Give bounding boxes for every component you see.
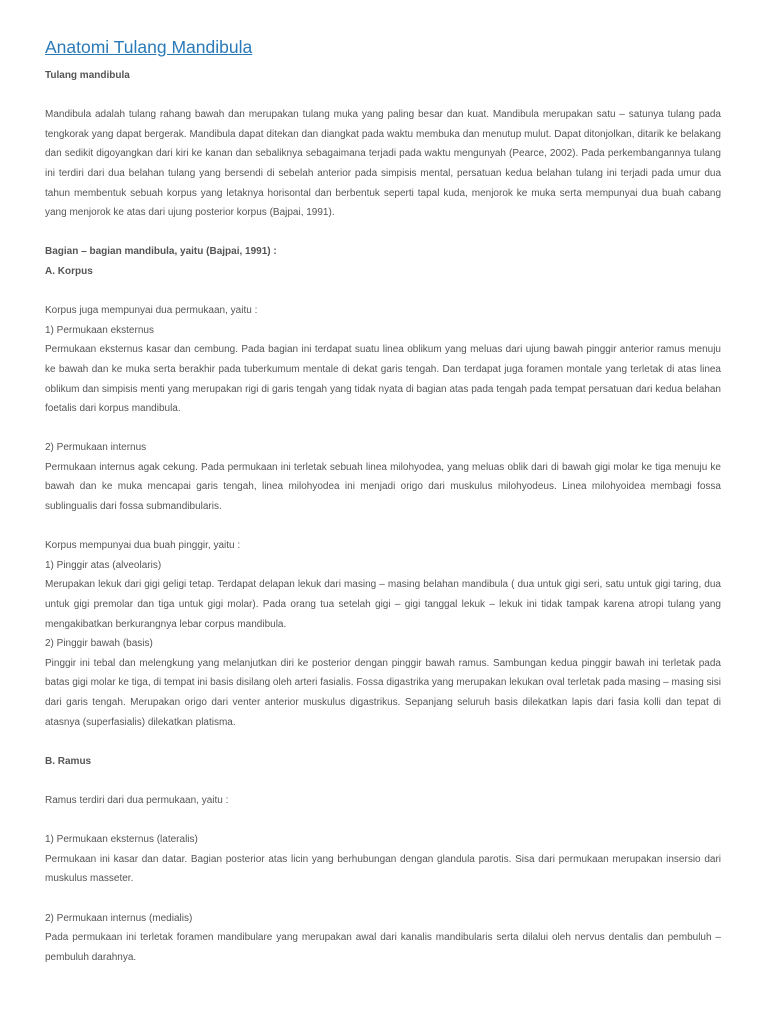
ramus-heading: B. Ramus [45,755,92,767]
spacer [45,811,721,831]
ramus-external-surface-label: 1) Permukaan eksternus (lateralis) [45,834,198,846]
korpus-surfaces-intro: Korpus juga mempunyai dua permukaan, yaitu : [45,305,258,317]
spacer [45,889,721,909]
spacer [45,517,721,537]
korpus-internal-surface-label: 2) Permukaan internus [45,442,147,454]
spacer [45,223,721,243]
ramus-internal-surface-text: Pada permukaan ini terletak foramen mandibulare yang merupakan awal dari kanalis mandibularis serta dilalui oleh nervus dentalis dan pembuluh – pembuluh darahnya. [45,932,721,963]
spacer [45,86,721,106]
korpus-upper-border-text: Merupakan lekuk dari gigi geligi tetap. Terdapat delapan lekuk dari masing – masing belahan mandibula ( dua untuk gigi seri, satu untuk gigi taring, dua untuk gigi premolar dan tiga untuk gigi molar). Pada orang tua setelah gigi – gigi tanggal lekuk – lekuk ini tidak tampak karena atropi tulang yang mengakibatkan berkurangnya lebar corpus mandibula. [45,579,721,630]
ramus-surfaces-intro: Ramus terdiri dari dua permukaan, yaitu : [45,794,229,806]
korpus-internal-surface-text: Permukaan internus agak cekung. Pada permukaan ini terletak sebuah linea milohyodea, yang meluas oblik dari di bawah gigi molar ke tiga menuju ke bawah dan ke muka mencapai garis tengah, linea milohyodea ini menjadi origo dari muskulus milohyodeus. Linea milohyoidea membagi fossa sublingualis dari fossa submandibularis. [45,461,721,513]
spacer [45,732,721,752]
article-body [45,36,721,967]
article-subtitle: Tulang mandibula [45,70,130,81]
spacer [45,771,721,791]
korpus-upper-border-label: 1) Pinggir atas (alveolaris) [45,559,162,571]
korpus-lower-border-text: Pinggir ini tebal dan melengkung yang melanjutkan diri ke posterior dengan pinggir bawah ramus. Sambungan kedua pinggir bawah ini terletak pada batas gigi molar ke tiga, di tempat ini basis disilang oleh arteri fasialis. Fossa digastrika yang merupakan lekukan oval terletak pada masing – masing sisi dari garis tengah. Merupakan origo dari venter anterior muskulus digastrikus. Sepanjang seluruh basis dilekatkan lapis dari fasia kolli dan tepat di atasnya (superfasialis) dilekatkan platisma. [45,657,721,728]
parts-heading: Bagian – bagian mandibula, yaitu (Bajpai, 1991) : [45,246,277,258]
korpus-heading: A. Korpus [45,265,93,277]
article-title-link[interactable]: Anatomi Tulang Mandibula [45,37,253,57]
ramus-internal-surface-label: 2) Permukaan internus (medialis) [45,912,193,924]
ramus-external-surface-text: Permukaan ini kasar dan datar. Bagian posterior atas licin yang berhubungan dengan glandula parotis. Sisa dari permukaan merupakan insersio dari muskulus masseter. [45,853,721,885]
spacer [45,419,721,439]
spacer [45,282,721,302]
intro-paragraph: Mandibula adalah tulang rahang bawah dan merupakan tulang muka yang paling besar dan kuat. Mandibula merupakan satu – satunya tulang pada tengkorak yang dapat bergerak. Mandibula dapat ditekan dan diangkat pada waktu membuka dan menutup mulut. Dapat ditonjolkan, ditarik ke belakang dan sedikit digoyangkan dari kiri ke kanan dan sebaliknya sebagaimana terjadi pada waktu mengunyah (Pearce, 2002). Pada perkembangannya tulang ini terdiri dari dua belahan tulang yang bersendi di sebelah anterior pada simpisis mental, persatuan kedua belahan tulang ini terjadi pada umur dua tahun membentuk sebuah korpus yang letaknya horisontal dan berbentuk seperti tapal kuda, menjorok ke muka serta mempunyai dua buah cabang yang menjorok ke atas dari ujung posterior korpus (Bajpai, 1991). [45,109,721,219]
korpus-lower-border-label: 2) Pinggir bawah (basis) [45,638,153,650]
korpus-borders-intro: Korpus mempunyai dua buah pinggir, yaitu : [45,540,241,552]
korpus-external-surface-text: Permukaan eksternus kasar dan cembung. Pada bagian ini terdapat suatu linea oblikum yang meluas dari ujung bawah pinggir anterior ramus menuju ke bawah dan ke muka serta berakhir pada tuberkumum mentale di dekat garis tengah. Dan terdapat juga foramen montale yang terletak di atas linea oblikum dan simpisis menti yang merupakan rigi di garis tengah yang tidak nyata di bagian atas pada tengah pada tempat persatuan dari kedua belahan foetalis dari korpus mandibula. [45,344,721,415]
korpus-external-surface-label: 1) Permukaan eksternus [45,324,154,336]
